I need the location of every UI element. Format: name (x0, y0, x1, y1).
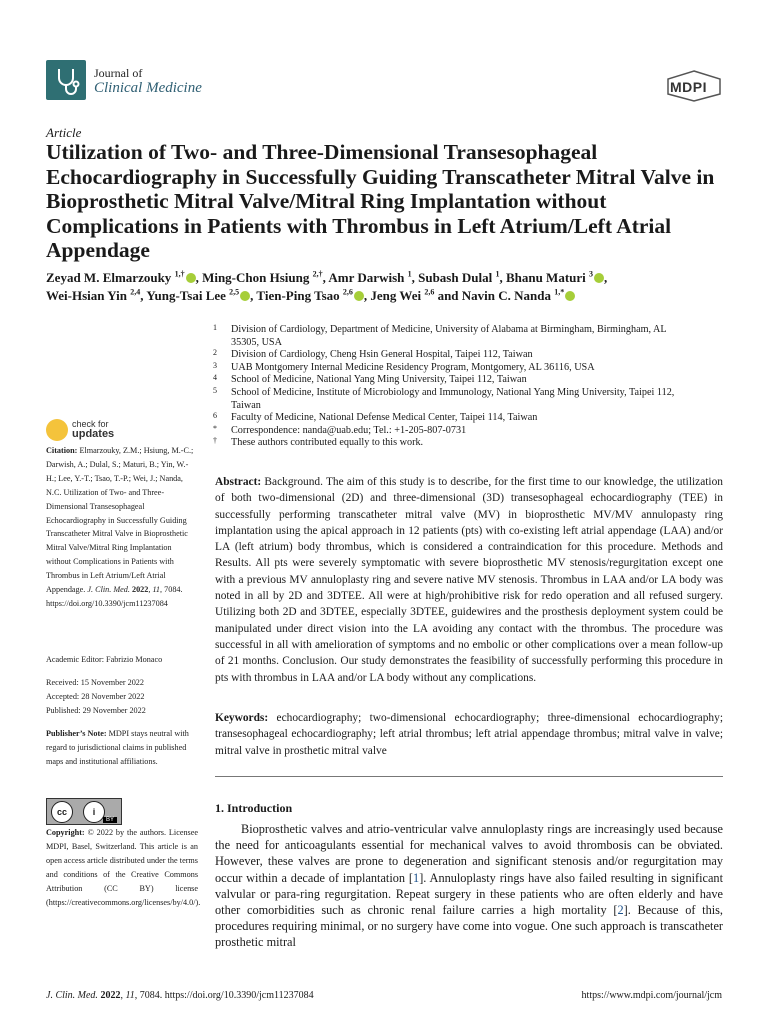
attribution-icon: i (83, 801, 105, 823)
author: Tien-Ping Tsao $^{2,6}$ (256, 288, 363, 303)
introduction-paragraph: Bioprosthetic valves and atrio-ventricular valve annuloplasty rings are increasingly used because the need for anticoagulants essential for mechanical valves to avoid thrombosis can be obviated. However, these valves are prone to degeneration and significant stenosis and/or regurgitation may occur within a decade of implantation [1]. Annuloplasty rings have also failed resulting in significant valvular or para-ring regurgitation. Repeat surgery in these patients who are often elderly and have other comorbidities such as chronic renal failure carries a high mortality [2]. Because of this, procedures requiring minimal, or no surgery have come into vogue. One such approach is transcatheter prosthetic mitral (215, 822, 724, 950)
publisher-note: Publisher’s Note: MDPI stays neutral with regard to jurisdictional claims in published maps and institutional affiliations. (46, 729, 189, 766)
author: Bhanu Maturi $^3$ (506, 270, 604, 285)
check-updates-icon (46, 419, 68, 441)
affiliation-item: 2 Division of Cardiology, Cheng Hsin General Hospital, Taipei 112, Taiwan (213, 348, 533, 361)
affiliation-item: 4 School of Medicine, National Yang Ming University, Taipei 112, Taiwan (213, 373, 527, 386)
abstract: Abstract: Background. The aim of this study is to describe, for the first time to our knowledge, the utilization of both two-dimensional (2D) and three-dimensional (3D) transesophageal echocardiography (TEE) in successfully performing transcatheter mitral valve (MV) in bioprosthetic MV/MV annulopasty ring implantation using the apical approach in 12 patients (pts) with co-existing left atrial appendage (LAA) and/or LA (left atrium) body thrombus, which is considered a contraindication for this procedure. Methods and Results. All pts were severely symptomatic with severe bioprosthetic MV stenosis/regurgitation except one with a previous MV annuloplasty ring and severe native MV stenosis. Thrombus in LAA and/or LA body was noted in all by 2D and 3DTEE. All were at high/prohibitive risk for redo operation and all refused surgery. Utilizing both 2D and 3DTEE, especially 3DTEE, guidewires and the prosthesis deployment system could be manipulated under direct vision into the LA avoiding any contact with the thrombus. The procedure was successful in all with amelioration of symptoms and no embolic or other complications over a mean follow-up of 21 months. Conclusion. Our study demonstrates the feasibility of successfully performing this procedure in pts with thrombus in LAA and/or LA body without any complications. (215, 476, 723, 684)
correspondence-item: * Correspondence: nanda@uab.edu; Tel.: +1-205-807-0731 (213, 423, 467, 436)
reference-link[interactable]: 1 (413, 870, 420, 885)
author: Subash Dulal $^1$ (418, 269, 500, 285)
reference-link[interactable]: 2 (617, 903, 624, 918)
orcid-icon[interactable] (565, 291, 575, 301)
affiliation-item: 5 School of Medicine, Institute of Microbiology and Immunology, National Yang Ming University, Taipei 112, Taiwan (213, 385, 675, 411)
orcid-icon[interactable] (186, 273, 196, 283)
footer-citation: J. Clin. Med. 2022, 11, 7084. https://doi.org/10.3390/jcm11237084 (46, 990, 314, 1001)
author: Yung-Tsai Lee $^{2,5}$ (146, 288, 250, 303)
updates-label: updates (72, 428, 115, 440)
journal-of-label: Journal of (94, 66, 143, 80)
accepted-date: Accepted: 28 November 2022 (46, 692, 145, 701)
cc-license-badge[interactable] (46, 798, 122, 825)
orcid-icon[interactable] (240, 291, 250, 301)
equal-contribution-note: † These authors contributed equally to this work. (213, 436, 424, 449)
author: Jeng Wei $^{2,6}$ (370, 287, 435, 303)
author: Ming-Chon Hsiung $^{2,\dagger}$ (202, 269, 323, 285)
publisher-name: MDPI (670, 79, 707, 95)
journal-logo (46, 60, 86, 100)
section-divider (215, 776, 723, 777)
orcid-icon[interactable] (354, 291, 364, 301)
cc-by-label: BY (103, 817, 117, 823)
author: Wei-Hsian Yin $^{2,4}$ (46, 287, 141, 303)
orcid-icon[interactable] (594, 273, 604, 283)
academic-editor: Academic Editor: Fabrizio Monaco (46, 655, 163, 664)
keywords: Keywords: echocardiography; two-dimensional echocardiography; three-dimensional echocardiography; transesophageal echocardiography; left atrial thrombus; left atrial appendage thrombus; mitral valve in valve; mitral valve in prosthetic mitral valve (215, 712, 723, 757)
section-heading: 1. Introduction (215, 801, 293, 815)
author: Zeyad M. Elmarzouky $^{1,\dagger}$ (46, 270, 196, 285)
copyright-notice: Copyright: © 2022 by the authors. Licensee MDPI, Basel, Switzerland. This article is an open access article distributed under the terms and conditions of the Creative Commons Attribution (CC BY) license (https://creativecommons.org/licenses/by/4.0/). (46, 828, 201, 907)
author: Amr Darwish $^1$ (328, 269, 412, 285)
article-type: Article (46, 125, 82, 140)
published-date: Published: 29 November 2022 (46, 706, 146, 715)
received-date: Received: 15 November 2022 (46, 678, 144, 687)
stethoscope-icon (46, 60, 86, 100)
publisher-logo[interactable] (666, 70, 722, 102)
citation-block: Citation: Elmarzouky, Z.M.; Hsiung, M.-C.; Darwish, A.; Dulal, S.; Maturi, B.; Yin, W.-H.; Lee, Y.-T.; Tsao, T.-P.; Wei, J.; Nanda, N.C. Utilization of Two- and Three-Dimensional Transesophageal Echocardiography in Successfully Guiding Transcatheter Mitral Valve in Bioprosthetic Mitral Valve/Mitral Ring Implantation without Complications in Patients with Thrombus in Left Atrium/Left Atrial Appendage. J. Clin. Med. 2022, 11, 7084. https://doi.org/10.3390/jcm11237084 (46, 446, 194, 608)
author: Navin C. Nanda $^{1,*}$ (462, 288, 575, 303)
cc-icon: cc (51, 801, 73, 823)
article-title: Utilization of Two- and Three-Dimensional Transesophageal Echocardiography in Successfully Guiding Transcatheter Mitral Valve in Bioprosthetic Mitral Valve/Mitral Ring Implantation without Complications in Patients with Thrombus in Left Atrium/Left Atrial Appendage (46, 140, 715, 262)
affiliation-item: 1 Division of Cardiology, Department of Medicine, University of Alabama at Birmingham, Birmingham, AL 35305, USA (213, 323, 667, 348)
journal-name: Clinical Medicine (94, 80, 202, 96)
affiliation-item: 3 UAB Montgomery Internal Medicine Residency Program, Montgomery, AL 36116, USA (213, 360, 595, 373)
affiliation-list (213, 324, 683, 450)
affiliation-item: 6 Faculty of Medicine, National Defense Medical Center, Taipei 114, Taiwan (213, 411, 538, 424)
footer-journal-url[interactable]: https://www.mdpi.com/journal/jcm (581, 990, 722, 1001)
author-list: Zeyad M. Elmarzouky $^{1,\dagger}$ , Ming-Chon Hsiung $^{2,\dagger}$, Amr Darwish $^1$, Subash Dulal $^1$, Bhanu Maturi $^3$ , Wei-Hsian Yin $^{2,4}$, Yung-Tsai Lee $^{2,5}$ , Tien-Ping Tsao $^{2,6}$ , Jeng Wei $^{2,6}$ and Navin C. Nanda $^{1,*}$ (46, 269, 608, 303)
check-for-label: check for (72, 419, 109, 429)
